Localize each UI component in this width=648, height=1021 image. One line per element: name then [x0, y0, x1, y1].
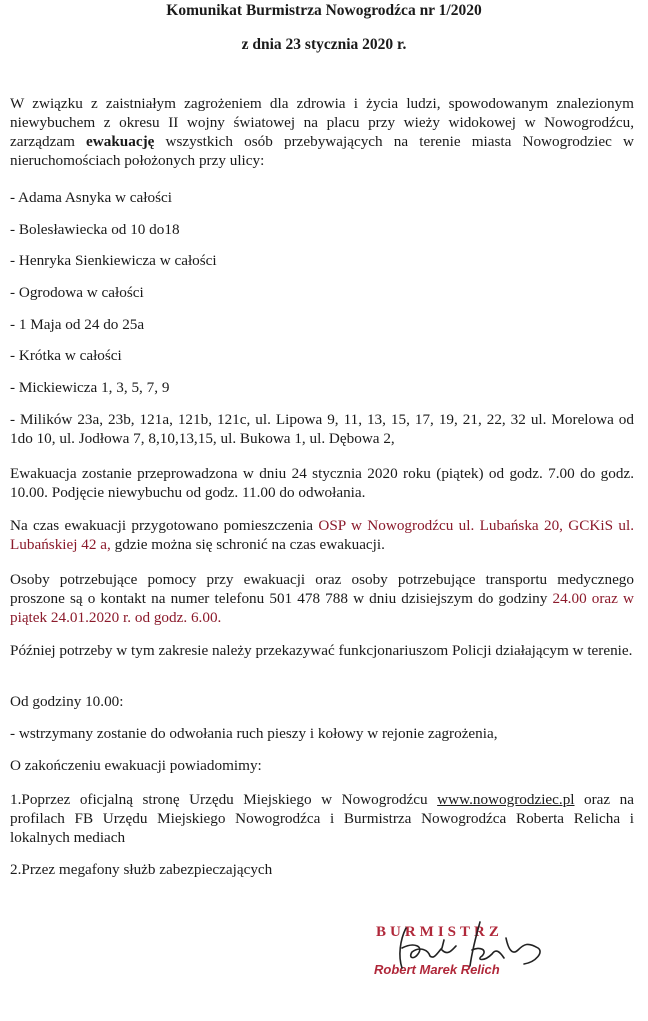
help-paragraph [10, 570, 634, 627]
intro-text-1: W związku z zaistniałym zagrożeniem dla zdrowia i życia ludzi, spowodowanym znalezionym niewybuchem z okresu II wojny światowej na placu przy wieży widokowej w Nowogrodźcu, zarządzam [10, 95, 634, 150]
stamp-title: BURMISTRZ [376, 924, 503, 940]
list-item: - Mickiewicza 1, 3, 5, 7, 9 [10, 379, 170, 396]
website-link[interactable]: www.nowogrodziec.pl [437, 791, 575, 808]
notify-item-1 [10, 790, 634, 847]
evacuation-paragraph: Ewakuacja zostanie przeprowadzona w dniu 24 stycznia 2020 roku (piątek) od godz. 7.00 do godz. 10.00. Podjęcie niewybuchu od godz. 11.00 do odwołania. [10, 465, 634, 501]
stamp-name: Robert Marek Relich [374, 962, 500, 977]
mayor-stamp-signature [368, 920, 568, 990]
intro-text-2: wszystkich osób przebywających na terenie miasta Nowogrodziec w nieruchomościach położonych przy ulicy: [10, 133, 634, 169]
list-item: - Bolesławiecka od 10 do18 [10, 221, 180, 238]
document-title: Komunikat Burmistrza Nowogrodźca nr 1/2020 [166, 2, 482, 19]
list-item: - 1 Maja od 24 do 25a [10, 316, 145, 333]
help-hours: 24.00 oraz w piątek 24.01.2020 r. od godz. 6.00. [10, 590, 635, 626]
shelter-text-1: Na czas ewakuacji przygotowano pomieszczenia [10, 517, 319, 534]
intro-bold: ewakuację [86, 133, 155, 150]
list-item: - Adama Asnyka w całości [10, 189, 172, 206]
document-date: z dnia 23 stycznia 2020 r. [241, 36, 407, 53]
list-item: - Krótka w całości [10, 347, 122, 364]
help-text: Osoby potrzebujące pomocy przy ewakuacji oraz osoby potrzebujące transportu medycznego proszone są o kontakt na numer telefonu 501 478 788 w dniu dzisiejszym do godziny [10, 571, 634, 607]
notify1-text-1: 1.Poprzez oficjalną stronę Urzędu Miejskiego w Nowogrodźcu [10, 791, 438, 808]
shelter-location: OSP w Nowogrodźcu ul. Lubańska 20, GCKiS ul. Lubańskiej 42 a, [10, 517, 634, 553]
intro-paragraph [10, 94, 634, 170]
shelter-text-2: gdzie można się schronić na czas ewakuacji. [110, 536, 385, 553]
signature-scribble-icon [368, 920, 568, 990]
notify-heading: O zakończeniu ewakuacji powiadomimy: [10, 757, 262, 774]
traffic-line: - wstrzymany zostanie do odwołania ruch pieszy i kołowy w rejonie zagrożenia, [10, 725, 498, 742]
shelter-paragraph [10, 516, 634, 554]
notify1-text-2: oraz na profilach FB Urzędu Miejskiego Nowogrodźca i Burmistrza Nowogrodźca Roberta Relicha i lokalnych mediach [10, 791, 635, 846]
list-item: - Ogrodowa w całości [10, 284, 144, 301]
notify-item-2: 2.Przez megafony służb zabezpieczających [10, 861, 273, 878]
from-hour: Od godziny 10.00: [10, 693, 124, 710]
list-item: - Milików 23a, 23b, 121a, 121b, 121c, ul. Lipowa 9, 11, 13, 15, 17, 19, 21, 22, 32 ul. Morelowa od 1do 10, ul. Jodłowa 7, 8,10,13,15, ul. Bukowa 1, ul. Dębowa 2, [10, 411, 634, 447]
police-paragraph: Później potrzeby w tym zakresie należy przekazywać funkcjonariuszom Policji działającym w terenie. [10, 642, 633, 659]
list-item: - Henryka Sienkiewicza w całości [10, 252, 217, 269]
